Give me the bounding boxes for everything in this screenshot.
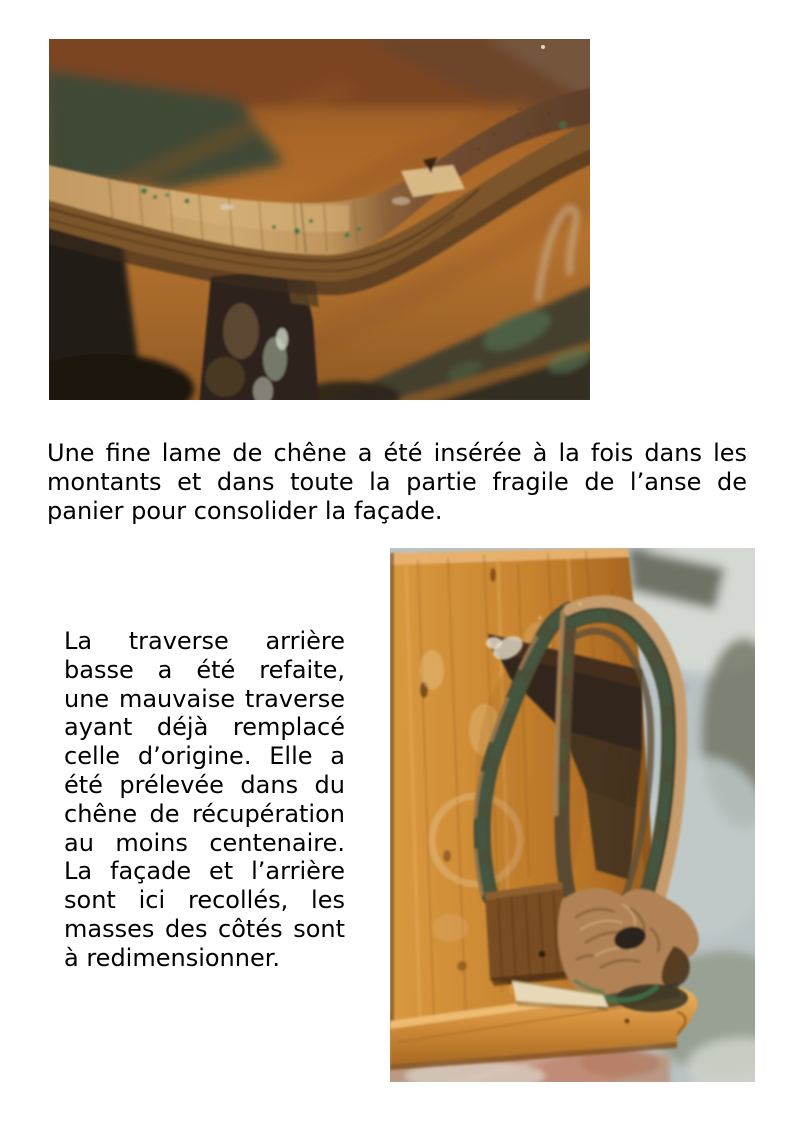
caption-paragraph-oak-strip: Une fine lame de chêne a été insérée à la fois dans les montants et dans toute la partie fragile de l’anse de panier pour consolider la façade.: [47, 439, 747, 525]
photo-oak-lamination-image: [49, 39, 590, 400]
photo-oak-lamination: [49, 39, 590, 400]
photo-rebuilt-crosspiece: [390, 548, 755, 1082]
photo-rebuilt-crosspiece-image: [390, 548, 755, 1082]
oak-block-and-rough-mass: [485, 882, 699, 1012]
caption-paragraph-crosspiece: La traverse arrière basse a été refaite, une mauvaise traverse ayant déjà remplacé celle d’origine. Elle a été prélevée dans du chêne de récupération au moins centenaire. La façade et l’arrière sont ici recollés, les masses des côtés sont à redimensionner.: [64, 627, 345, 972]
dust-speck: [541, 45, 545, 49]
